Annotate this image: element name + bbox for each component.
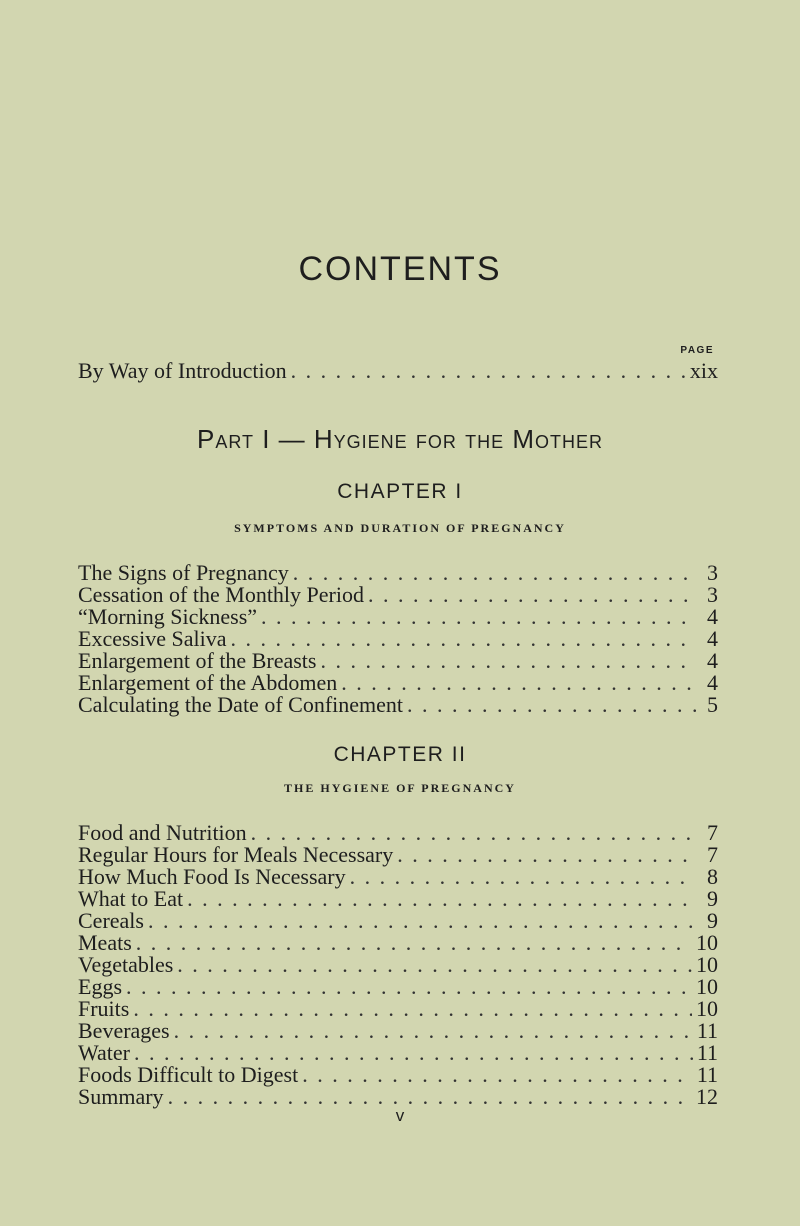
dot-leader [177,954,692,976]
toc-entry-page: 4 [707,604,718,629]
toc-entry[interactable] [78,932,718,954]
toc-entry-label: “Morning Sickness” [78,604,258,629]
toc-entry-label: Summary [78,1084,164,1109]
page-column-header: PAGE [680,345,714,356]
dot-leader [168,1086,692,1108]
toc-entry[interactable] [78,628,718,650]
toc-entry-label: Cessation of the Monthly Period [78,582,364,607]
page-title: CONTENTS [298,250,502,288]
toc-entry-label: What to Eat [78,886,184,911]
chapter-subheading: SYMPTOMS AND DURATION OF PREGNANCY [234,521,566,535]
dot-leader [302,1064,693,1086]
toc-entry[interactable] [78,672,718,694]
toc-entry-label: Eggs [78,974,122,999]
toc-entry-label: Regular Hours for Meals Necessary [78,842,394,867]
dot-leader [320,650,696,672]
toc-entry-page: 11 [696,1018,718,1043]
dot-leader [126,976,692,998]
toc-entry-page: 4 [707,626,718,651]
toc-entry-page: 9 [707,886,718,911]
toc-entry-label: Calculating the Date of Confinement [78,692,404,717]
toc-entry-label: Vegetables [78,952,174,977]
dot-leader [230,628,696,650]
toc-entry[interactable] [78,584,718,606]
toc-entry-label: Excessive Saliva [78,626,227,651]
toc-entry-page: 10 [696,974,718,999]
toc-entry-page: 11 [696,1040,718,1065]
toc-entry-page: 10 [696,996,718,1021]
toc-entry-label: Cereals [78,908,144,933]
toc-entry-page: 3 [707,582,718,607]
toc-entry-page: 10 [696,952,718,977]
toc-entry-page: 4 [707,670,718,695]
dot-leader [187,888,696,910]
toc-entry-label: Enlargement of the Breasts [78,648,317,673]
toc-entry-page: 10 [696,930,718,955]
dot-leader [134,1042,693,1064]
dot-leader [148,910,696,932]
toc-entry[interactable] [78,954,718,976]
toc-entry-introduction[interactable] [78,360,718,382]
toc-entry-page: 12 [696,1084,718,1109]
toc-entry[interactable] [78,1020,718,1042]
chapter-heading: CHAPTER II [333,743,467,766]
toc-entry[interactable] [78,998,718,1020]
toc-entry-label: Foods Difficult to Digest [78,1062,299,1087]
toc-entry[interactable] [78,976,718,998]
dot-leader [251,822,696,844]
toc-entry[interactable] [78,822,718,844]
toc-entry-label: Meats [78,930,132,955]
toc-entry[interactable] [78,1042,718,1064]
dot-leader [136,932,692,954]
dot-leader [397,844,696,866]
toc-entry[interactable] [78,866,718,888]
toc-entry[interactable] [78,844,718,866]
dot-leader [350,866,696,888]
toc-entry-label: Beverages [78,1018,170,1043]
dot-leader [174,1020,693,1042]
toc-entry-page: 9 [707,908,718,933]
chapter-subheading: THE HYGIENE OF PREGNANCY [284,781,516,795]
toc-entry-label: Water [78,1040,130,1065]
part-heading: Part I — Hygiene for the Mother [196,424,604,454]
chapter-heading: CHAPTER I [337,480,463,503]
dot-leader [261,606,696,628]
toc-entry-page: 4 [707,648,718,673]
toc-entry-label: The Signs of Pregnancy [78,560,289,585]
dot-leader [133,998,692,1020]
toc-entry-label: Fruits [78,996,130,1021]
toc-entry-page: 7 [707,842,718,867]
toc-entry-page: 5 [707,692,718,717]
dot-leader [293,562,696,584]
toc-entry-page: 7 [707,820,718,845]
toc-entry-label: How Much Food Is Necessary [78,864,346,889]
toc-entry-label: Enlargement of the Abdomen [78,670,338,695]
toc-entry-label: Food and Nutrition [78,820,247,845]
toc-entry[interactable] [78,606,718,628]
toc-entry[interactable] [78,650,718,672]
toc-entry[interactable] [78,1064,718,1086]
toc-entry-page: 3 [707,560,718,585]
toc-entry-label: By Way of Introduction [78,358,287,383]
toc-entry[interactable] [78,910,718,932]
toc-entry-page: 11 [696,1062,718,1087]
toc-entry-page: 8 [707,864,718,889]
dot-leader [341,672,696,694]
dot-leader [291,360,686,382]
dot-leader [407,694,696,716]
dot-leader [368,584,696,606]
page-number: v [395,1106,405,1125]
toc-entry[interactable] [78,1086,718,1108]
toc-entry[interactable] [78,694,718,716]
toc-entry[interactable] [78,888,718,910]
toc-entry[interactable] [78,562,718,584]
toc-entry-page: xix [689,358,718,383]
